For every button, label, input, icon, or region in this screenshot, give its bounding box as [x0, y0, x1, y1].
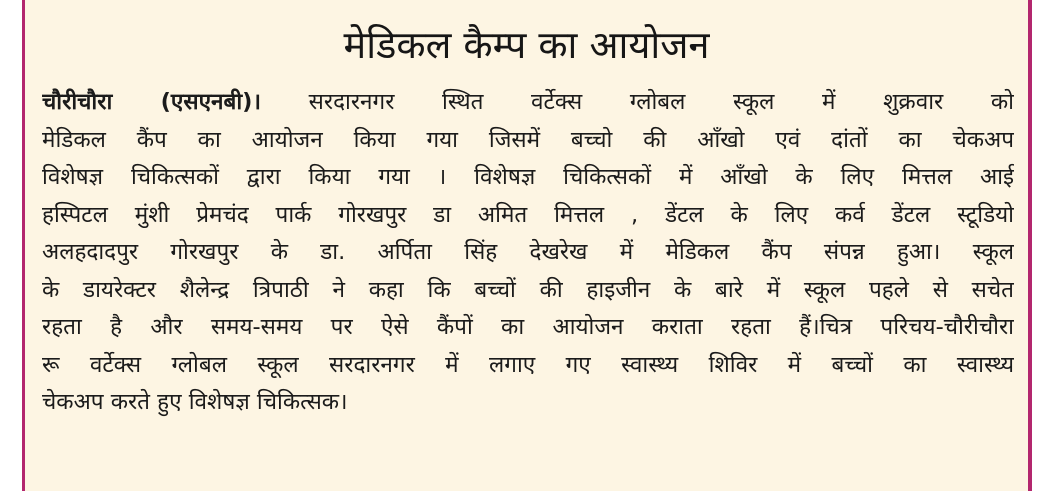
body-line-2: मेडिकल कैंप का आयोजन किया गया जिसमें बच्चो की आँखो एवं दांतों का चेकअप	[42, 126, 1014, 153]
body-line-7: रहता है और समय-समय पर ऐसे कैंपों का आयोजन कराता रहता हैं।चित्र परिचय-चौरीचौरा	[42, 314, 1014, 340]
article-body	[42, 84, 1014, 422]
body-line-9: चेकअप करते हुए विशेषज्ञ चिकित्सक।	[42, 389, 348, 415]
body-line-6: के डायरेक्टर शैलेन्द्र त्रिपाठी ने कहा कि बच्चों की हाइजीन के बारे में स्कूल पहले से सचेत	[42, 276, 1014, 303]
body-line-5: अलहदादपुर गोरखपुर के डा. अर्पिता सिंह देखरेख में मेडिकल कैंप संपन्न हुआ। स्कूल	[42, 239, 1014, 265]
headline: मेडिकल कैम्प का आयोजन	[343, 23, 710, 67]
body-line-4: हस्पिटल मुंशी प्रेमचंद पार्क गोरखपुर डा अमित मित्तल , डेंटल के लिए कर्व डेंटल स्टूडियो	[42, 201, 1014, 228]
body-line-3: विशेषज्ञ चिकित्सकों द्वारा किया गया । विशेषज्ञ चिकित्सकों में आँखो के लिए मित्तल आई	[42, 164, 1014, 190]
right-border-rule	[1028, 0, 1032, 491]
body-line-1-text: सरदारनगर स्थित वर्टेक्स ग्लोबल स्कूल में शुक्रवार को	[308, 89, 1014, 115]
dateline: चौरीचौरा (एसएनबी)।	[42, 89, 261, 115]
article-panel	[25, 0, 1028, 491]
body-line-8: रू वर्टेक्स ग्लोबल स्कूल सरदारनगर में लगाए गए स्वास्थ्य शिविर में बच्चों का स्वास्थ्य	[42, 351, 1014, 378]
body-line-1	[42, 84, 1014, 122]
